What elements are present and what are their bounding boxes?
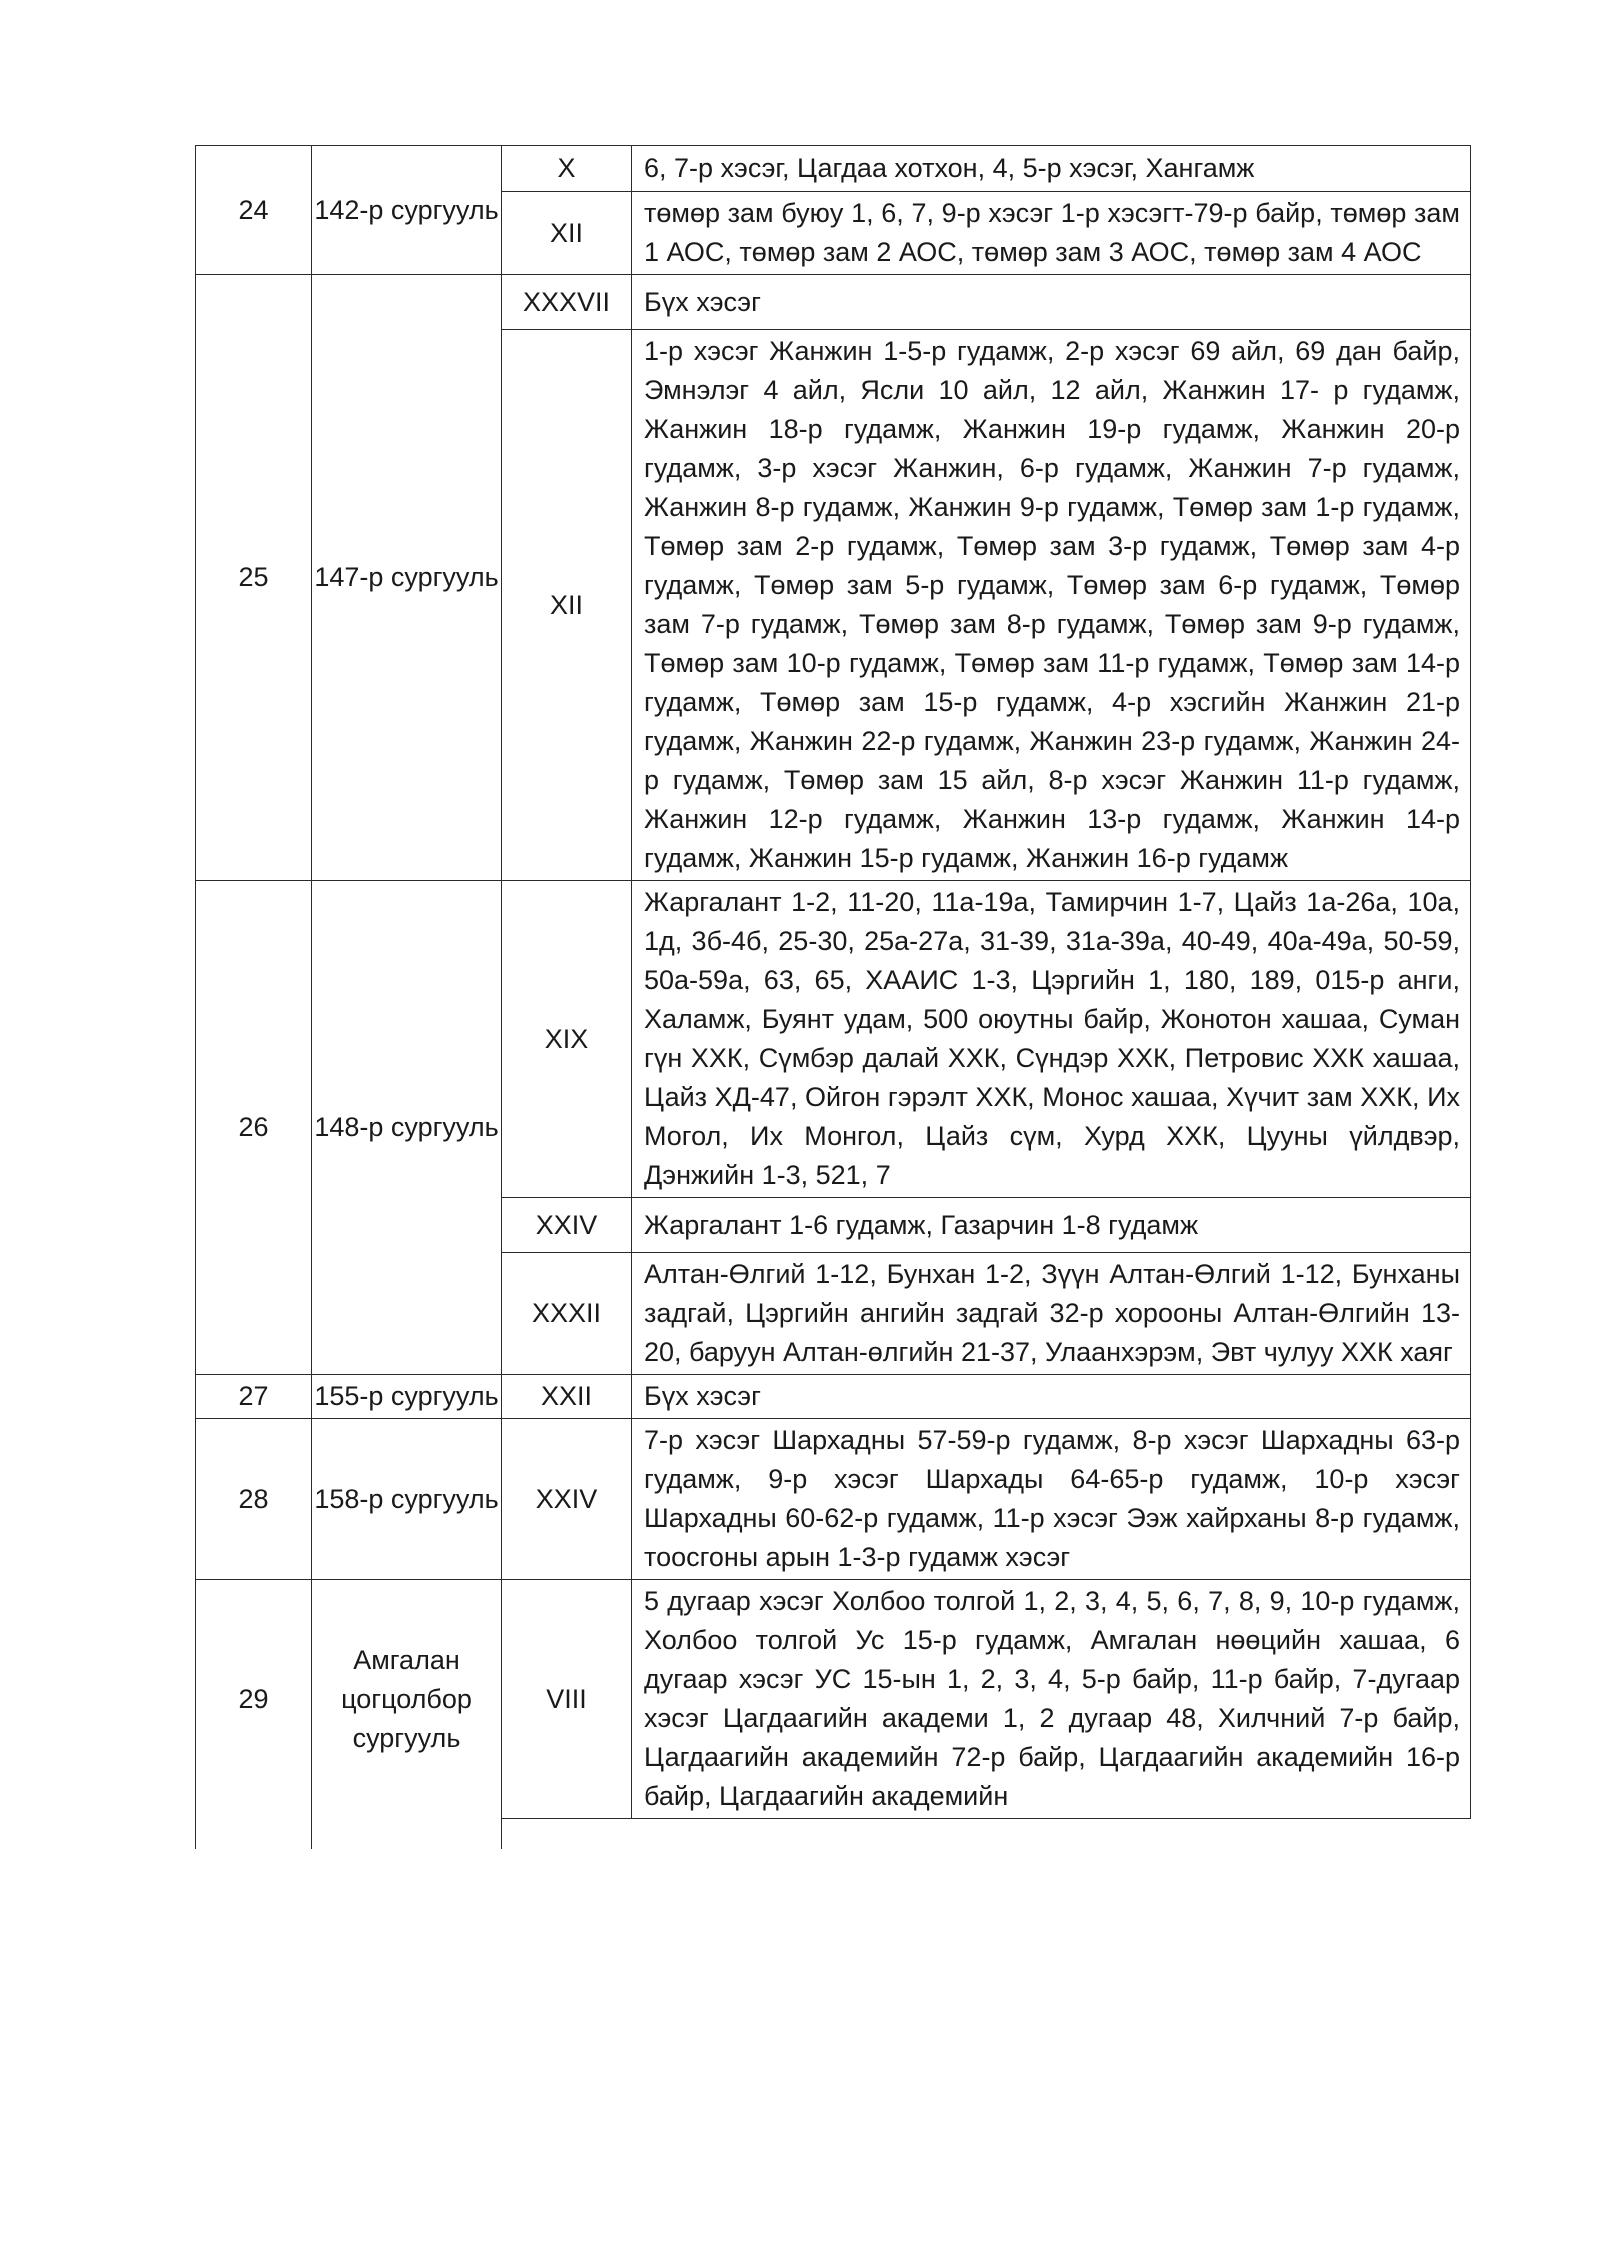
district-code: XXIV <box>502 1198 632 1253</box>
area-description: 1-р хэсэг Жанжин 1-5-р гудамж, 2-р хэсэг 69 айл, 69 дан байр, Эмнэлэг 4 айл, Ясли 10 айл, 12 айл, Жанжин 17- р гудамж, Жанжин 18-р гудамж, Жанжин 19-р гудамж, Жанжин 20-р гудамж, 3-р хэсэг Жанжин, 6-р гудамж, Жанжин 7-р гудамж, Жанжин 8-р гудамж, Жанжин 9-р гудамж, Төмөр зам 1-р гудамж, Төмөр зам 2-р гудамж, Төмөр зам 3-р гудамж, Төмөр зам 4-р гудамж, Төмөр зам 5-р гудамж, Төмөр зам 6-р гудамж, Төмөр зам 7-р гудамж, Төмөр зам 8-р гудамж, Төмөр зам 9-р гудамж, Төмөр зам 10-р гудамж, Төмөр зам 11-р гудамж, Төмөр зам 14-р гудамж, Төмөр зам 15-р гудамж, 4-р хэсгийн Жанжин 21-р гудамж, Жанжин 22-р гудамж, Жанжин 23-р гудамж, Жанжин 24-р гудамж, Төмөр зам 15 айл, 8-р хэсэг Жанжин 11-р гудамж, Жанжин 12-р гудамж, Жанжин 13-р гудамж, Жанжин 14-р гудамж, Жанжин 15-р гудамж, Жанжин 16-р гудамж <box>632 330 1471 881</box>
school-name: 142-р сургууль <box>312 146 502 275</box>
district-code: XII <box>502 192 632 275</box>
school-district-table <box>195 145 1470 1849</box>
area-description: 6, 7-р хэсэг, Цагдаа хотхон, 4, 5-р хэсэг, Хангамж <box>632 146 1471 192</box>
school-name: 158-р сургууль <box>312 1419 502 1580</box>
area-description: Жаргалант 1-6 гудамж, Газарчин 1-8 гудамж <box>632 1198 1471 1253</box>
area-description: 5 дугаар хэсэг Холбоо толгой 1, 2, 3, 4, 5, 6, 7, 8, 9, 10-р гудамж, Холбоо толгой Ус 15-р гудамж, Амгалан нөөцийн хашаа, 6 дугаар хэсэг УС 15-ын 1, 2, 3, 4, 5-р байр, 11-р байр, 7-дугаар хэсэг Цагдаагийн академи 1, 2 дугаар 48, Хилчний 7-р байр, Цагдаагийн академийн 72-р байр, Цагдаагийн академийн 16-р байр, Цагдаагийн академийн <box>632 1580 1471 1819</box>
table-row <box>196 1419 1471 1580</box>
table-continuation <box>196 1819 1471 1850</box>
table-row <box>196 1375 1471 1419</box>
school-name: 155-р сургууль <box>312 1375 502 1419</box>
continuation-cell <box>312 1819 502 1850</box>
district-code: X <box>502 146 632 192</box>
district-code: XII <box>502 330 632 881</box>
district-code: XXXVII <box>502 275 632 330</box>
row-number: 26 <box>196 881 312 1375</box>
row-number: 25 <box>196 275 312 881</box>
school-name: 148-р сургууль <box>312 881 502 1375</box>
row-number: 27 <box>196 1375 312 1419</box>
continuation-blank <box>502 1819 632 1850</box>
area-description: Жаргалант 1-2, 11-20, 11а-19а, Тамирчин 1-7, Цайз 1а-26а, 10а, 1д, 3б-4б, 25-30, 25а-27а, 31-39, 31а-39а, 40-49, 40а-49а, 50-59, 50а-59а, 63, 65, ХААИС 1-3, Цэргийн 1, 180, 189, 015-р анги, Халамж, Буянт удам, 500 оюутны байр, Жонотон хашаа, Суман гүн ХХК, Сүмбэр далай ХХК, Сүндэр ХХК, Петровис ХХК хашаа, Цайз ХД-47, Ойгон гэрэлт ХХК, Монос хашаа, Хүчит зам ХХК, Их Могол, Их Монгол, Цайз сүм, Хурд ХХК, Цууны үйлдвэр, Дэнжийн 1-3, 521, 7 <box>632 881 1471 1198</box>
area-description: Алтан-Өлгий 1-12, Бунхан 1-2, Зүүн Алтан-Өлгий 1-12, Бунханы задгай, Цэргийн ангийн задгай 32-р хорооны Алтан-Өлгийн 13-20, баруун Алтан-өлгийн 21-37, Улаанхэрэм, Эвт чулуу ХХК хаяг <box>632 1253 1471 1375</box>
table-row <box>196 275 1471 330</box>
area-description: Бүх хэсэг <box>632 275 1471 330</box>
school-name: Амгалан цогцолбор сургууль <box>312 1580 502 1819</box>
district-assignment-table <box>195 145 1471 1849</box>
table-row <box>196 1580 1471 1819</box>
school-name: 147-р сургууль <box>312 275 502 881</box>
area-description: 7-р хэсэг Шархадны 57-59-р гудамж, 8-р хэсэг Шархадны 63-р гудамж, 9-р хэсэг Шархады 64-65-р гудамж, 10-р хэсэг Шархадны 60-62-р гудамж, 11-р хэсэг Ээж хайрханы 8-р гудамж, тоосгоны арын 1-3-р гудамж хэсэг <box>632 1419 1471 1580</box>
district-code: XXIV <box>502 1419 632 1580</box>
table-row <box>196 146 1471 192</box>
area-description: төмөр зам буюу 1, 6, 7, 9-р хэсэг 1-р хэсэгт-79-р байр, төмөр зам 1 АОС, төмөр зам 2 АОС, төмөр зам 3 АОС, төмөр зам 4 АОС <box>632 192 1471 275</box>
table-row <box>196 881 1471 1198</box>
district-code: XIX <box>502 881 632 1198</box>
row-number: 24 <box>196 146 312 275</box>
area-description: Бүх хэсэг <box>632 1375 1471 1419</box>
district-code: XXXII <box>502 1253 632 1375</box>
row-number: 29 <box>196 1580 312 1819</box>
district-code: XXII <box>502 1375 632 1419</box>
district-code: VIII <box>502 1580 632 1819</box>
continuation-cell <box>196 1819 312 1850</box>
continuation-blank <box>632 1819 1471 1850</box>
row-number: 28 <box>196 1419 312 1580</box>
